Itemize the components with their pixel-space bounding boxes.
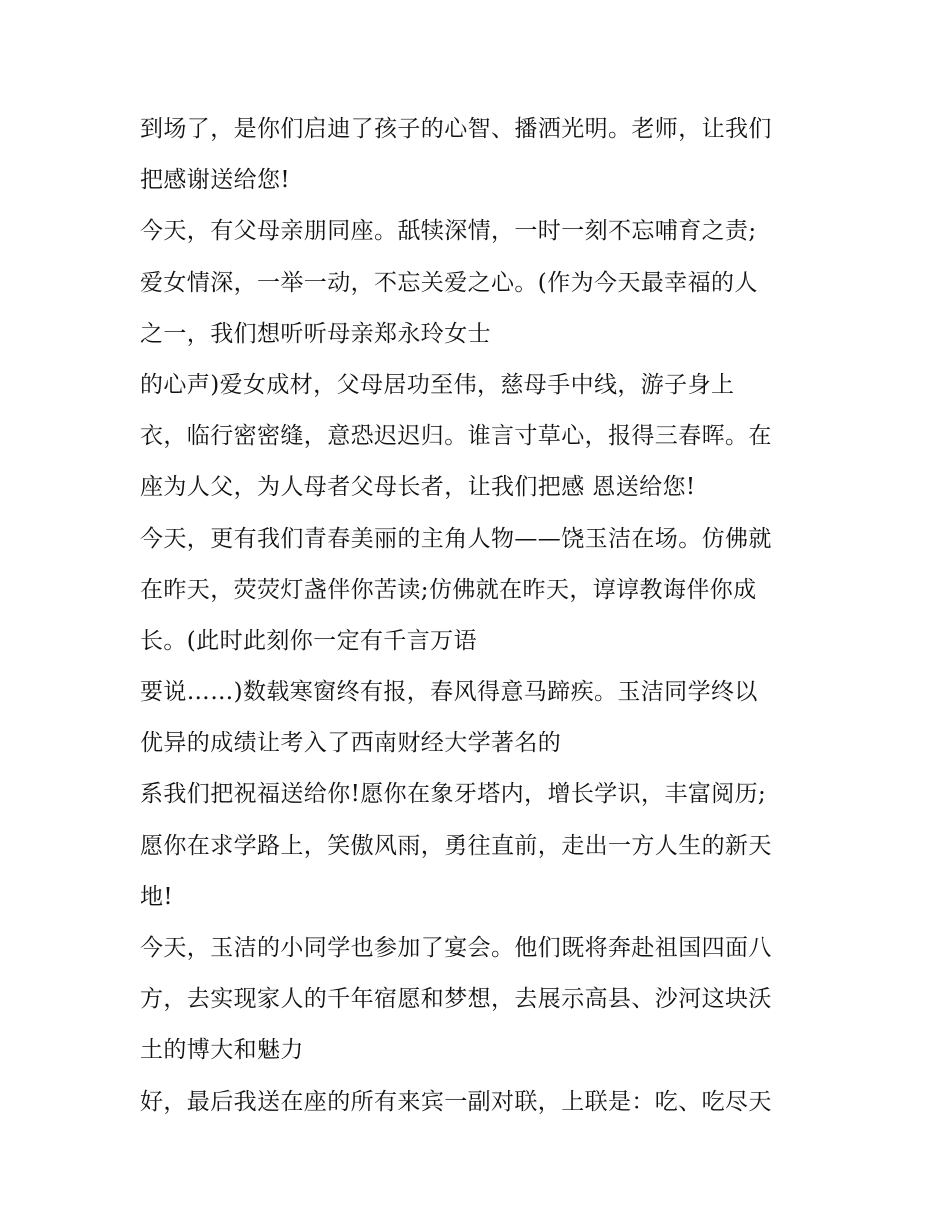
- text-line: 的心声)爱女成材，父母居功至伟，慈母手中线，游子身上: [140, 371, 735, 398]
- text-line: 优异的成绩让考入了西南财经大学著名的: [140, 730, 562, 757]
- body-text: [140, 107, 840, 1131]
- text-line: 地!: [140, 883, 174, 910]
- text-line: 衣，临行密密缝，意恐迟迟归。谁言寸草心，报得三春晖。在: [140, 423, 772, 450]
- text-line: 要说……)数载寒窗终有报，春风得意马蹄疾。玉洁同学终以: [140, 679, 758, 706]
- text-line: 爱女情深，一举一动，不忘关爱之心。(作为今天最幸福的人: [140, 269, 758, 296]
- text-line: 好，最后我送在座的所有来宾一副对联，上联是：吃、吃尽天: [140, 1088, 772, 1115]
- text-line: 到场了，是你们启迪了孩子的心智、播洒光明。老师，让我们: [140, 116, 772, 142]
- text-line: 今天，玉洁的小同学也参加了宴会。他们既将奔赴祖国四面八: [140, 935, 772, 961]
- text-line: 系我们把祝福送给你!愿你在象牙塔内，增长学识，丰富阅历;: [140, 781, 767, 808]
- text-line: 愿你在求学路上，笑傲风雨，勇往直前，走出一方人生的新天: [140, 832, 772, 859]
- text-line: 方，去实现家人的千年宿愿和梦想，去展示高县、沙河这块沃: [140, 986, 772, 1013]
- text-line: 长。(此时此刻你一定有千言万语: [140, 627, 477, 654]
- text-line: 把感谢送给您!: [140, 167, 291, 194]
- text-line: 土的博大和魅力: [140, 1037, 304, 1064]
- text-line: 在昨天，荧荧灯盏伴你苦读;仿佛就在昨天，谆谆教诲伴你成: [140, 576, 757, 603]
- text-line: 之一，我们想听听母亲郑永玲女士: [140, 320, 491, 347]
- text-line: 座为人父，为人母者父母长者，让我们把感 恩送给您!: [140, 474, 696, 501]
- text-line: 今天，有父母亲朋同座。舐犊深情，一时一刻不忘哺育之责;: [140, 218, 757, 245]
- text-line: 今天，更有我们青春美丽的主角人物——饶玉洁在场。仿佛就: [140, 525, 772, 552]
